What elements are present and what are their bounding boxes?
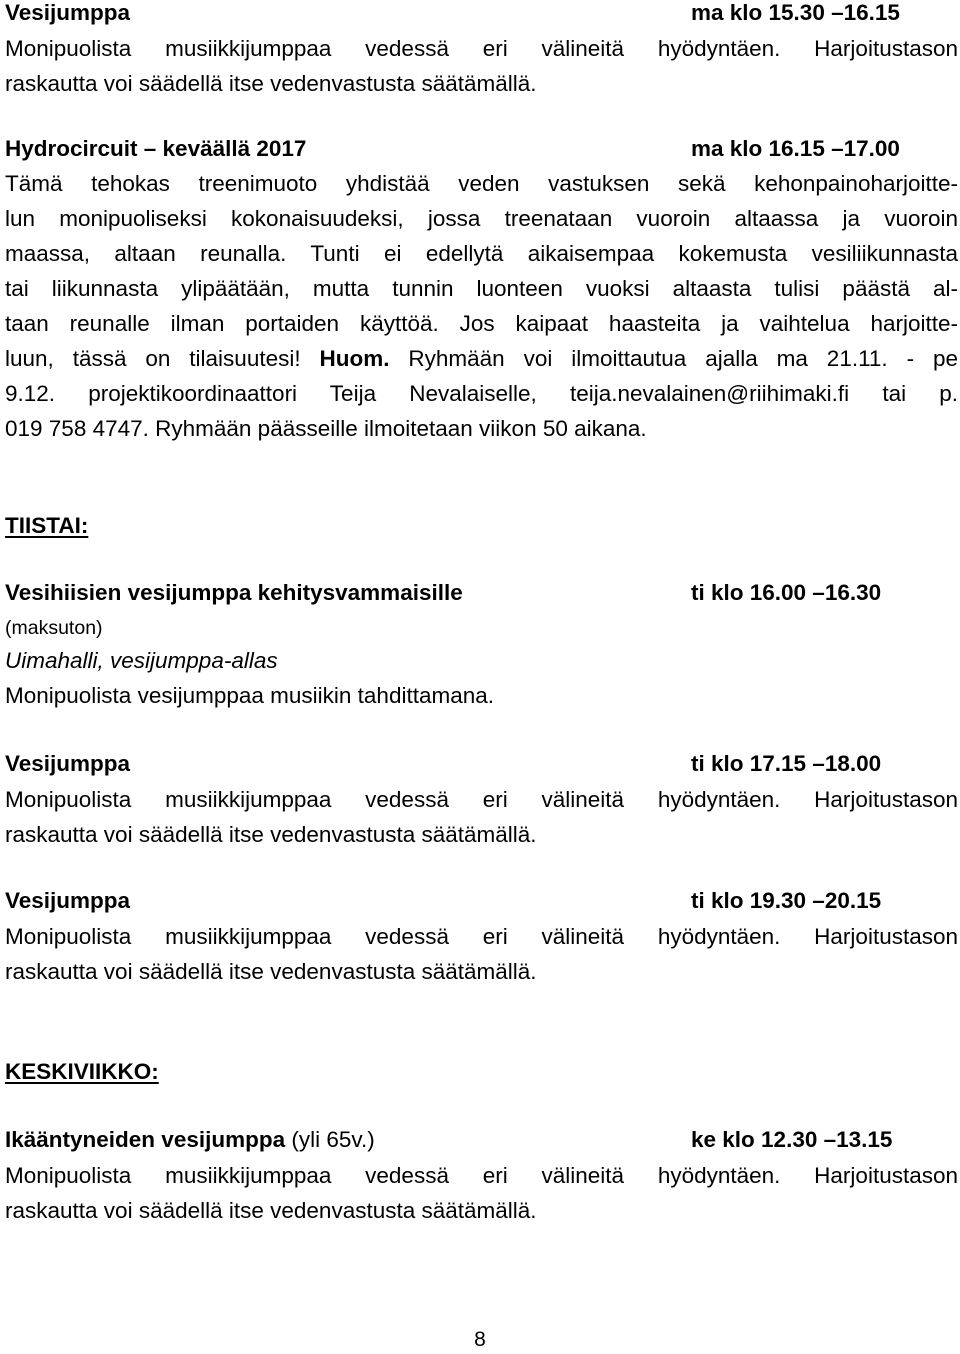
class-title (5, 1127, 691, 1153)
class-header-hydrocircuit (5, 136, 958, 162)
description-line: Monipuolista musiikkijumppaa vedessä eri välineitä hyödyntäen. Harjoitustason (5, 924, 958, 949)
description-line: tai liikunnasta ylipäätään, mutta tunnin luonteen vuoksi altaasta tulisi päästä al- (5, 276, 958, 301)
class-description-hydrocircuit (5, 166, 958, 446)
description-line: raskautta voi säädellä itse vedenvastusta säätämällä. (5, 959, 537, 984)
class-title: Vesijumppa (5, 751, 131, 776)
class-description-vesijumppa-ti-2 (5, 919, 958, 989)
class-time: ti klo 17.15 –18.00 (691, 751, 882, 776)
class-time: ma klo 16.15 –17.00 (691, 136, 900, 161)
description-line: Monipuolista musiikkijumppaa vedessä eri välineitä hyödyntäen. Harjoitustason (5, 1163, 958, 1188)
class-note: (maksuton) (5, 617, 103, 639)
description-line: 9.12. projektikoordinaattori Teija Nevalaiselle, teija.nevalainen@riihimaki.fi tai p. (5, 381, 958, 406)
class-header-vesihiisien (5, 580, 958, 606)
class-header-vesijumppa-ti-1 (5, 751, 958, 777)
class-location: Uimahalli, vesijumppa-allas (5, 648, 278, 673)
class-header-vesijumppa-ti-2 (5, 888, 958, 914)
class-title: Hydrocircuit – keväällä 2017 (5, 136, 307, 161)
description-line: Monipuolista musiikkijumppaa vedessä eri välineitä hyödyntäen. Harjoitustason (5, 787, 958, 812)
class-title-suffix: (yli 65v.) (285, 1127, 375, 1152)
description-line: taan reunalle ilman portaiden käyttöä. Jos kaipaat haasteita ja vaihtelua harjoitte- (5, 311, 958, 336)
class-title: Vesijumppa (5, 888, 131, 913)
class-header-ikaantyneiden (5, 1127, 958, 1153)
description-line: raskautta voi säädellä itse vedenvastusta säätämällä. (5, 822, 537, 847)
description-line: raskautta voi säädellä itse vedenvastusta säätämällä. (5, 71, 537, 96)
class-header-vesijumppa-ma (5, 0, 958, 26)
class-time: ti klo 19.30 –20.15 (691, 888, 882, 913)
class-time: ma klo 15.30 –16.15 (691, 0, 900, 25)
class-title: Vesihiisien vesijumppa kehitysvammaisille (5, 580, 463, 605)
description-line: maassa, altaan reunalla. Tunti ei edellytä aikaisempaa kokemusta vesiliikunnasta (5, 241, 958, 266)
class-time: ke klo 12.30 –13.15 (691, 1127, 893, 1152)
description-line: Tämä tehokas treenimuoto yhdistää veden vastuksen sekä kehonpainoharjoitte- (5, 171, 958, 196)
section-heading-tiistai: TIISTAI: (5, 513, 89, 538)
class-title: Vesijumppa (5, 0, 131, 25)
class-description-vesijumppa-ma (5, 31, 958, 101)
description-text: luun, tässä on tilaisuutesi! (5, 346, 320, 371)
class-description: Monipuolista vesijumppaa musiikin tahdittamana. (5, 683, 495, 708)
description-line: 019 758 4747. Ryhmään päässeille ilmoitetaan viikon 50 aikana. (5, 416, 647, 441)
note-label: Huom. (319, 346, 390, 371)
class-description-ikaantyneiden (5, 1158, 958, 1228)
description-line: Monipuolista musiikkijumppaa vedessä eri välineitä hyödyntäen. Harjoitustason (5, 36, 958, 61)
description-line: lun monipuoliseksi kokonaisuudeksi, jossa treenataan vuoroin altaassa ja vuoroin (5, 206, 958, 231)
class-description-vesijumppa-ti-1 (5, 782, 958, 852)
description-line (5, 341, 958, 376)
page-number: 8 (474, 1328, 486, 1351)
section-heading-keskiviikko: KESKIVIIKKO: (5, 1059, 159, 1084)
class-time: ti klo 16.00 –16.30 (691, 580, 882, 605)
description-text: Ryhmään voi ilmoittautua ajalla ma 21.11. - pe (389, 346, 959, 371)
class-title-main: Ikääntyneiden vesijumppa (5, 1127, 286, 1152)
description-line: raskautta voi säädellä itse vedenvastusta säätämällä. (5, 1198, 537, 1223)
